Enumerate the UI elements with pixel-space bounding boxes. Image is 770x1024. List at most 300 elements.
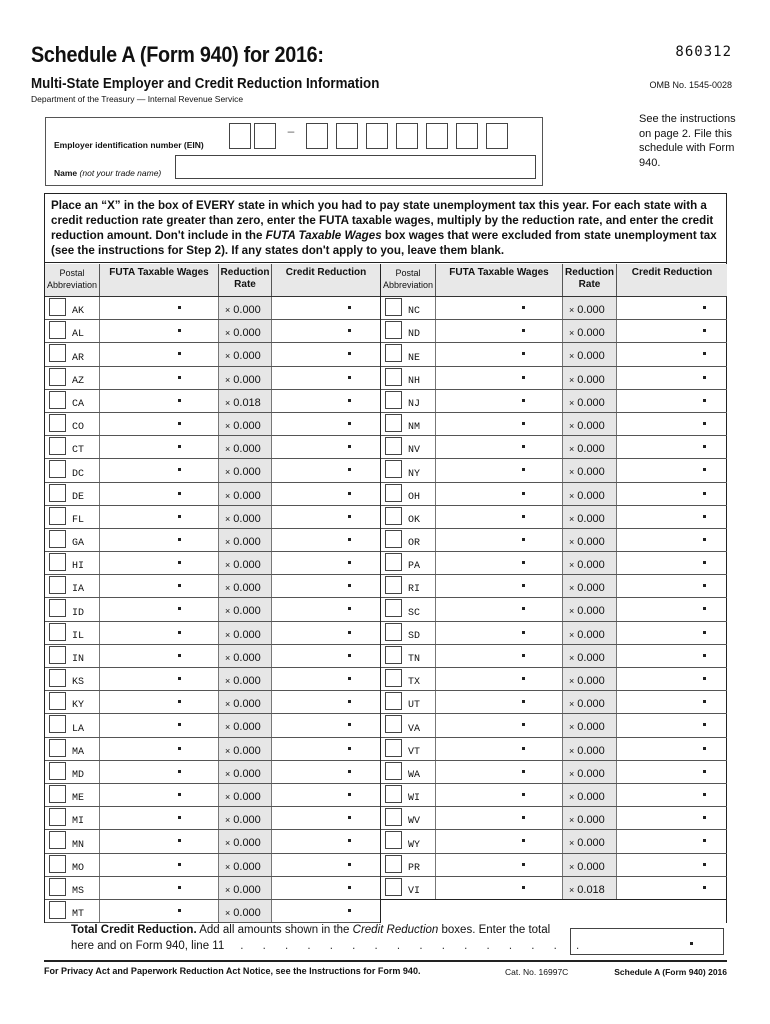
table-row [45,784,380,807]
state-checkbox[interactable] [49,298,66,316]
credit-reduction-input[interactable] [617,413,727,435]
credit-reduction-input[interactable] [617,877,727,899]
futa-wages-input[interactable] [100,367,219,389]
state-abbreviation: TN [408,654,421,665]
credit-reduction-input[interactable] [272,668,380,690]
state-abbreviation: MD [72,769,85,781]
futa-wages-input[interactable] [436,668,563,690]
futa-wages-input[interactable] [100,413,219,435]
futa-wages-input[interactable] [100,668,219,690]
ein-digit-1[interactable] [229,123,251,149]
credit-reduction-input[interactable] [617,598,727,620]
state-checkbox[interactable] [49,321,66,339]
futa-wages-input[interactable] [436,297,563,319]
state-checkbox[interactable] [49,715,66,733]
futa-wages-input[interactable] [100,390,219,412]
state-checkbox[interactable] [49,530,66,548]
name-input[interactable] [175,155,536,179]
state-checkbox[interactable] [385,785,402,803]
futa-wages-input[interactable] [436,877,563,899]
reduction-rate [219,436,272,458]
futa-wages-input[interactable] [100,854,219,876]
decimal-point [703,816,706,819]
state-checkbox[interactable] [385,298,402,316]
futa-wages-input[interactable] [436,714,563,736]
credit-reduction-input[interactable] [272,738,380,760]
futa-wages-input[interactable] [436,320,563,342]
futa-wages-input[interactable] [436,691,563,713]
state-checkbox[interactable] [49,507,66,525]
futa-wages-input[interactable] [100,900,219,922]
futa-wages-input[interactable] [436,343,563,365]
state-checkbox[interactable] [385,344,402,362]
state-checkbox[interactable] [385,484,402,502]
rate-value: 0.000 [577,373,605,386]
ein-digit-4[interactable] [336,123,358,149]
table-row [381,436,727,459]
state-checkbox[interactable] [385,762,402,780]
futa-wages-input[interactable] [100,714,219,736]
multiply-sign: × [569,351,575,362]
futa-wages-input[interactable] [100,691,219,713]
state-checkbox[interactable] [385,669,402,687]
reduction-rate [563,784,617,806]
multiply-sign: × [569,768,575,779]
credit-reduction-input[interactable] [617,297,727,319]
credit-reduction-input[interactable] [272,854,380,876]
table-row [381,877,727,900]
credit-reduction-input[interactable] [617,436,727,458]
futa-wages-input[interactable] [436,598,563,620]
state-checkbox[interactable] [385,739,402,757]
state-abbreviation: LA [72,723,85,735]
postal-cell [45,529,100,551]
futa-wages-input[interactable] [436,784,563,806]
futa-wages-input[interactable] [100,575,219,597]
table-row [381,622,727,645]
reduction-rate [563,297,617,319]
credit-reduction-input[interactable] [272,645,380,667]
futa-wages-input[interactable] [436,807,563,829]
credit-reduction-input[interactable] [617,761,727,783]
table-row [45,320,380,343]
state-checkbox[interactable] [49,599,66,617]
table-row [381,714,727,737]
state-checkbox[interactable] [49,484,66,502]
credit-reduction-input[interactable] [617,575,727,597]
state-abbreviation: VT [408,746,421,758]
form-subtitle: Multi-State Employer and Credit Reduction Information [31,76,380,92]
reduction-rate [219,483,272,505]
state-checkbox[interactable] [385,808,402,826]
credit-reduction-input[interactable] [272,459,380,481]
total-bold: Total Credit Reduction. [71,924,197,936]
state-checkbox[interactable] [49,785,66,803]
credit-reduction-input[interactable] [272,320,380,342]
state-checkbox[interactable] [49,855,66,873]
decimal-point [348,584,351,587]
name-label-text: Name [54,168,78,178]
form-code: 860312 [675,44,732,60]
postal-cell [45,552,100,574]
reduction-rate [219,807,272,829]
state-checkbox[interactable] [49,553,66,571]
state-checkbox[interactable] [49,831,66,849]
multiply-sign: × [225,791,231,802]
state-checkbox[interactable] [385,576,402,594]
multiply-sign: × [569,467,575,478]
futa-wages-input[interactable] [436,390,563,412]
futa-wages-input[interactable] [436,738,563,760]
credit-reduction-input[interactable] [617,784,727,806]
state-abbreviation: OR [408,538,421,550]
reduction-rate [219,598,272,620]
decimal-point [178,376,181,379]
decimal-point [522,329,525,332]
credit-reduction-input[interactable] [617,459,727,481]
rate-value: 0.000 [233,466,261,479]
futa-wages-input[interactable] [436,459,563,481]
decimal-point [522,584,525,587]
futa-wages-input[interactable] [100,436,219,458]
futa-wages-input[interactable] [100,529,219,551]
rate-value: 0.000 [577,512,605,525]
state-checkbox[interactable] [385,368,402,386]
decimal-point [178,492,181,495]
futa-wages-input[interactable] [100,622,219,644]
ein-digit-8[interactable] [456,123,478,149]
credit-reduction-input[interactable] [272,622,380,644]
credit-reduction-input[interactable] [272,436,380,458]
credit-reduction-input[interactable] [272,807,380,829]
futa-wages-input[interactable] [100,807,219,829]
decimal-point [522,538,525,541]
state-abbreviation: NE [408,352,421,364]
postal-cell [381,320,436,342]
state-abbreviation: KY [72,700,85,712]
state-checkbox[interactable] [385,507,402,525]
ein-digit-9[interactable] [486,123,508,149]
state-abbreviation: MI [72,816,85,828]
futa-wages-input[interactable] [100,645,219,667]
credit-reduction-input[interactable] [272,575,380,597]
futa-wages-input[interactable] [100,320,219,342]
rate-value: 0.000 [577,721,605,734]
credit-reduction-input[interactable] [617,483,727,505]
credit-reduction-input[interactable] [272,877,380,899]
state-abbreviation: MO [72,862,85,874]
state-abbreviation: AR [72,352,85,364]
multiply-sign: × [225,444,231,455]
postal-cell [381,552,436,574]
decimal-point [348,793,351,796]
futa-wages-input[interactable] [100,552,219,574]
rate-value: 0.000 [577,651,605,664]
state-checkbox[interactable] [49,762,66,780]
leader-dots: . . . . . . . . . . . . . . . . [240,940,588,952]
total-text1: Add all amounts shown in the [196,924,353,936]
state-abbreviation: ID [72,607,85,619]
form-reference: Schedule A (Form 940) 2016 [614,967,727,977]
credit-reduction-input[interactable] [272,529,380,551]
credit-reduction-input[interactable] [272,483,380,505]
credit-reduction-input[interactable] [272,413,380,435]
state-checkbox[interactable] [385,646,402,664]
reduction-rate [219,529,272,551]
decimal-point [178,839,181,842]
ein-digit-2[interactable] [254,123,276,149]
state-abbreviation: AK [72,306,85,318]
futa-wages-input[interactable] [436,830,563,852]
multiply-sign: × [569,838,575,849]
state-checkbox[interactable] [385,530,402,548]
decimal-point [703,677,706,680]
state-checkbox[interactable] [49,646,66,664]
see-instructions-note: See the instructions on page 2. File this schedule with Form 940. [639,113,736,169]
reduction-rate [219,390,272,412]
futa-wages-input[interactable] [436,436,563,458]
state-checkbox[interactable] [49,901,66,919]
right-rows [381,297,727,900]
futa-wages-input[interactable] [436,413,563,435]
total-credit-reduction-label [71,922,587,954]
state-checkbox[interactable] [385,831,402,849]
futa-wages-input[interactable] [436,483,563,505]
credit-reduction-input[interactable] [617,691,727,713]
state-checkbox[interactable] [385,437,402,455]
state-checkbox[interactable] [49,344,66,362]
header-credit: Credit Reduction [631,267,713,278]
decimal-point [522,723,525,726]
credit-reduction-input[interactable] [617,714,727,736]
futa-wages-input[interactable] [436,506,563,528]
rate-value: 0.000 [577,535,605,548]
rate-value: 0.000 [577,767,605,780]
credit-reduction-input[interactable] [272,784,380,806]
decimal-point [522,376,525,379]
multiply-sign: × [225,560,231,571]
decimal-point [178,329,181,332]
credit-reduction-input[interactable] [272,552,380,574]
credit-reduction-input[interactable] [272,691,380,713]
credit-reduction-input[interactable] [272,367,380,389]
reduction-rate [563,483,617,505]
state-abbreviation: KS [72,677,85,689]
state-checkbox[interactable] [49,669,66,687]
credit-reduction-input[interactable] [272,761,380,783]
futa-wages-input[interactable] [100,877,219,899]
credit-reduction-input[interactable] [272,390,380,412]
postal-cell [381,645,436,667]
credit-reduction-input[interactable] [617,830,727,852]
credit-reduction-input[interactable] [617,668,727,690]
state-abbreviation: RI [408,584,421,596]
rate-value: 0.000 [577,837,605,850]
state-checkbox[interactable] [49,576,66,594]
decimal-point [703,723,706,726]
postal-cell [381,598,436,620]
credit-reduction-input[interactable] [617,506,727,528]
table-row [45,529,380,552]
futa-wages-input[interactable] [100,761,219,783]
ein-digit-3[interactable] [306,123,328,149]
multiply-sign: × [225,328,231,339]
postal-cell [381,413,436,435]
credit-reduction-input[interactable] [617,343,727,365]
decimal-point [703,492,706,495]
state-checkbox[interactable] [385,715,402,733]
rate-value: 0.000 [233,559,261,572]
state-checkbox[interactable] [385,414,402,432]
futa-wages-input[interactable] [436,367,563,389]
reduction-rate [563,459,617,481]
state-checkbox[interactable] [385,599,402,617]
ein-digit-7[interactable] [426,123,448,149]
reduction-rate [563,413,617,435]
futa-wages-input[interactable] [100,506,219,528]
credit-reduction-input[interactable] [272,297,380,319]
postal-cell [45,598,100,620]
table-row [381,343,727,366]
futa-wages-input[interactable] [100,598,219,620]
credit-reduction-input[interactable] [272,343,380,365]
decimal-point [178,445,181,448]
futa-wages-input[interactable] [100,483,219,505]
futa-wages-input[interactable] [436,854,563,876]
ein-digit-6[interactable] [396,123,418,149]
futa-wages-input[interactable] [100,343,219,365]
decimal-point [703,863,706,866]
state-checkbox[interactable] [49,878,66,896]
state-checkbox[interactable] [49,391,66,409]
futa-wages-input[interactable] [436,529,563,551]
table-row [381,738,727,761]
credit-reduction-input[interactable] [617,645,727,667]
credit-reduction-input[interactable] [272,506,380,528]
rate-value: 0.000 [577,744,605,757]
state-checkbox[interactable] [385,553,402,571]
header-rate: Reduction Rate [563,264,617,296]
state-abbreviation: ND [408,329,421,341]
credit-reduction-input[interactable] [617,854,727,876]
state-checkbox[interactable] [49,414,66,432]
state-checkbox[interactable] [49,460,66,478]
state-checkbox[interactable] [49,368,66,386]
decimal-point [178,793,181,796]
header-postal: Postal Abbreviation [45,264,100,296]
table-row [45,807,380,830]
table-header [45,264,380,297]
reduction-rate [219,668,272,690]
state-checkbox[interactable] [49,739,66,757]
state-checkbox[interactable] [385,321,402,339]
reduction-rate [563,761,617,783]
decimal-point [522,561,525,564]
credit-reduction-input[interactable] [617,367,727,389]
state-checkbox[interactable] [385,855,402,873]
decimal-point [178,747,181,750]
reduction-rate [219,714,272,736]
state-checkbox[interactable] [49,437,66,455]
state-abbreviation: PA [408,561,421,573]
state-abbreviation: AZ [72,375,85,387]
credit-reduction-input[interactable] [617,390,727,412]
futa-wages-input[interactable] [100,459,219,481]
futa-wages-input[interactable] [436,645,563,667]
instructions-text [51,198,723,258]
credit-reduction-input[interactable] [617,622,727,644]
state-abbreviation: GA [72,538,85,550]
reduction-rate [219,645,272,667]
ein-digit-5[interactable] [366,123,388,149]
state-checkbox[interactable] [385,878,402,896]
futa-wages-input[interactable] [436,622,563,644]
ein-input-group [229,123,511,149]
postal-cell [45,830,100,852]
postal-cell [45,320,100,342]
postal-cell [45,714,100,736]
multiply-sign: × [225,629,231,640]
credit-reduction-input[interactable] [617,552,727,574]
futa-wages-input[interactable] [100,784,219,806]
total-credit-reduction-input[interactable] [570,928,724,955]
multiply-sign: × [225,838,231,849]
multiply-sign: × [569,397,575,408]
omb-number: OMB No. 1545-0028 [649,80,732,90]
table-row [45,830,380,853]
multiply-sign: × [569,583,575,594]
credit-reduction-input[interactable] [617,320,727,342]
reduction-rate [219,459,272,481]
credit-reduction-input[interactable] [617,738,727,760]
multiply-sign: × [569,606,575,617]
footer-divider [44,960,727,962]
table-row [45,691,380,714]
futa-wages-input[interactable] [436,575,563,597]
decimal-point [348,468,351,471]
table-row [45,413,380,436]
state-checkbox[interactable] [385,623,402,641]
reduction-rate [563,691,617,713]
futa-wages-input[interactable] [100,738,219,760]
decimal-point [178,306,181,309]
decimal-point [348,723,351,726]
credit-reduction-input[interactable] [272,598,380,620]
postal-cell [381,390,436,412]
credit-reduction-input[interactable] [617,529,727,551]
credit-reduction-input[interactable] [272,714,380,736]
futa-wages-input[interactable] [100,830,219,852]
decimal-point [703,607,706,610]
credit-reduction-input[interactable] [272,830,380,852]
state-checkbox[interactable] [49,623,66,641]
credit-reduction-input[interactable] [272,900,380,922]
decimal-point [178,399,181,402]
multiply-sign: × [569,652,575,663]
state-checkbox[interactable] [385,460,402,478]
state-checkbox[interactable] [49,692,66,710]
futa-wages-input[interactable] [436,761,563,783]
credit-reduction-input[interactable] [617,807,727,829]
futa-wages-input[interactable] [436,552,563,574]
state-checkbox[interactable] [385,391,402,409]
state-checkbox[interactable] [49,808,66,826]
table-row [45,436,380,459]
state-abbreviation: IN [72,654,85,665]
decimal-point [178,886,181,889]
state-checkbox[interactable] [385,692,402,710]
futa-wages-input[interactable] [100,297,219,319]
